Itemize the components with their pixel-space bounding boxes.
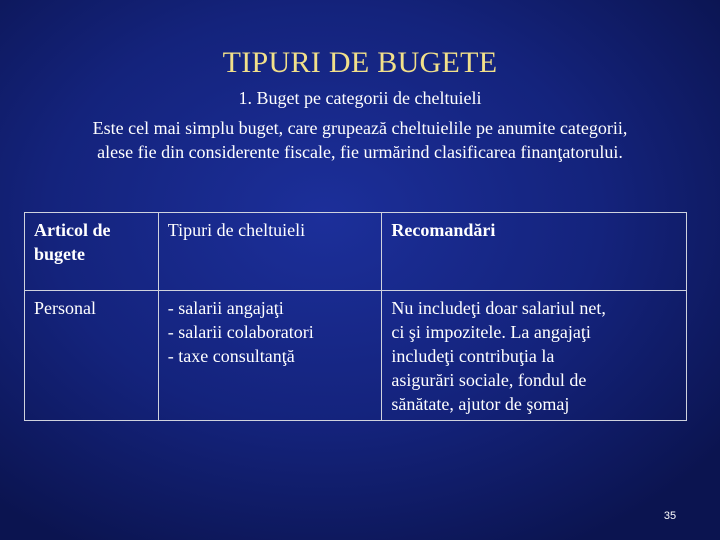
cell-text: sănătate, ajutor de şomaj bbox=[391, 394, 570, 414]
cell-text: includeţi contribuţia la bbox=[391, 346, 555, 366]
cell-tipuri bbox=[158, 291, 382, 421]
header-text: Recomandări bbox=[391, 220, 496, 240]
header-text: Articol de bbox=[34, 220, 111, 240]
cell-text: ci şi impozitele. La angajaţi bbox=[391, 322, 591, 342]
cell-articol bbox=[25, 291, 159, 421]
cell-text: - salarii colaboratori bbox=[167, 322, 314, 342]
table-header-row bbox=[25, 213, 687, 291]
page-number: 35 bbox=[663, 510, 677, 522]
slide-description bbox=[20, 116, 700, 164]
header-text: bugete bbox=[34, 244, 85, 264]
cell-text: Personal bbox=[34, 298, 96, 318]
cell-text: - salarii angajaţi bbox=[167, 298, 284, 318]
cell-text: - taxe consultanţă bbox=[167, 346, 295, 366]
header-cell-articol bbox=[25, 213, 159, 291]
header-text: Tipuri de cheltuieli bbox=[167, 220, 306, 240]
description-line: alese fie din considerente fiscale, fie urmărind clasificarea finanţatorului. bbox=[97, 142, 623, 162]
slide-title: TIPURI DE BUGETE bbox=[222, 46, 498, 79]
budget-table bbox=[24, 212, 687, 421]
header-cell-tipuri bbox=[158, 213, 382, 291]
cell-text: asigurări sociale, fondul de bbox=[391, 370, 587, 390]
table-row bbox=[25, 291, 687, 421]
cell-recomandari bbox=[382, 291, 687, 421]
slide-subtitle: 1. Buget pe categorii de cheltuieli bbox=[238, 88, 482, 108]
cell-text: Nu includeţi doar salariul net, bbox=[391, 298, 606, 318]
header-cell-recomandari bbox=[382, 213, 687, 291]
description-line: Este cel mai simplu buget, care grupează cheltuielile pe anumite categorii, bbox=[92, 118, 628, 138]
